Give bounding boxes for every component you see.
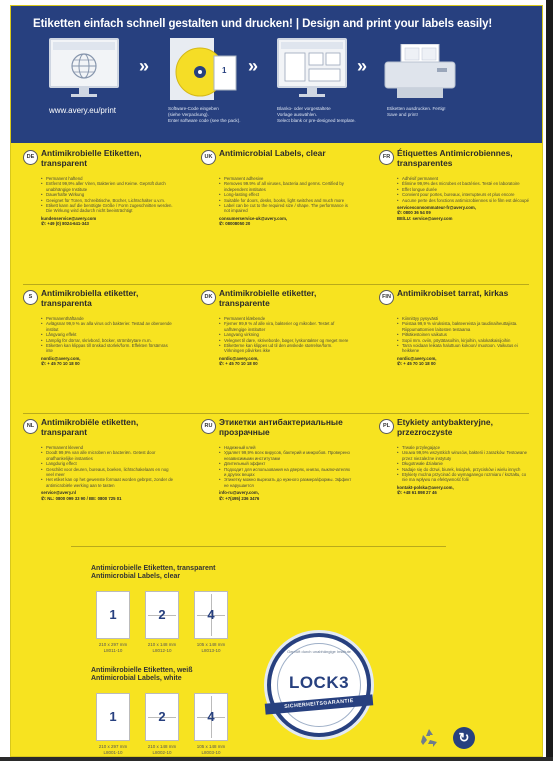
feature-item: • Usuwa 99,9% wszystkich wirusów, bakterii i zarazków. Testowane przez niezależne instytuty xyxy=(397,450,531,461)
feature-item: • Etiketten kan klippas till önskad storlek/form. Effekten försämras inte xyxy=(41,343,175,354)
sheet-caption: 210 x 148 mm L8012-10 xyxy=(147,642,177,653)
contact-line: nordic@avery.com, xyxy=(41,355,81,361)
feature-item: • Effet longue durée xyxy=(397,187,531,192)
feature-item: • Etikett kann auf die benötigte Größe / Form zugeschnitten werden. Die Wirkung wird dadurch nicht beeinträchtigt xyxy=(41,203,175,214)
lock3-guarantee-seal xyxy=(267,633,371,737)
sheet-count: 4 xyxy=(207,607,215,622)
screen-edge-right xyxy=(546,0,553,761)
feature-item: • Fjerner 99,9 % af alle vira, bakterier og mikrober. Testet af uafhængige institutter xyxy=(219,321,353,332)
step-caption-code: Software-Code eingeben (siehe Verpackung). Enter software code (see the pack). xyxy=(168,106,241,123)
contact-line: ✆: + 45 70 10 18 00 xyxy=(41,361,80,367)
step-arrow-icon: » xyxy=(248,56,259,76)
contact-line: ✆: 08008050 20 xyxy=(219,221,251,227)
country-badge: FR xyxy=(379,150,394,165)
product-title-white: Antimikrobielle Etiketten, weiß Antimicrobial Labels, white xyxy=(91,667,193,682)
label-sheet-2up xyxy=(145,591,179,639)
feature-item: • Lämplig för dörrar, skrivbord, böcker, strömbrytare m.m. xyxy=(41,338,175,343)
feature-item: • Suitable for doors, desks, books, light switches and much more xyxy=(219,198,353,203)
contact-line: ✆: +48 61 898 27 46 xyxy=(397,490,437,496)
feature-item: • Doodt 99,9% van alle microben en bacteriën. Getest door onafhankelijke instanties xyxy=(41,450,175,461)
sheet-count: 2 xyxy=(158,607,166,622)
feature-item: • Permanent haftend xyxy=(41,176,175,181)
screen-edge-bottom xyxy=(0,757,553,761)
sheet-count: 1 xyxy=(109,709,117,724)
seal-band-text: SICHERHEITSGARANTIE xyxy=(265,694,374,714)
language-block-uk xyxy=(201,149,353,227)
step-software-code xyxy=(168,38,248,102)
contact-line: ✆: +49 (0) 8024-641-343 xyxy=(41,221,89,227)
language-block-s xyxy=(23,289,175,367)
feature-item: • Entfernt 99,9% aller Viren, Bakterien und Keime. Geprüft durch unabhängige Institute xyxy=(41,181,175,192)
feature-item: • Geschikt voor deuren, bureaus, boeken, lichtschakelaars en nog veel meer xyxy=(41,467,175,478)
contact-line: ✆: +7(495) 236 3476 xyxy=(219,495,260,501)
divider xyxy=(23,284,529,285)
cd-number: 1 xyxy=(222,66,227,75)
contact-info xyxy=(379,356,531,367)
contact-line: kundenservice@avery.com xyxy=(41,215,97,221)
contact-line: kontakt-polska@avery.com, xyxy=(397,484,454,490)
country-badge: UK xyxy=(201,150,216,165)
country-badge: RU xyxy=(201,419,216,434)
feature-item: • Élimine 99,9% des microbes et bactéries. Testé en laboratoire xyxy=(397,181,531,186)
contact-info xyxy=(379,485,531,496)
language-block-pl xyxy=(379,418,531,496)
feature-item: • Etiketterne kan klippes ud til den ønskede størrelse/form. Virkningen påvirkes ikke xyxy=(219,343,353,354)
turn-page-icon: ↻ xyxy=(453,727,475,749)
block-header xyxy=(379,418,531,442)
feature-item: • Pitkäkestoinen vaikutus xyxy=(397,332,531,337)
step-computer xyxy=(49,38,119,100)
language-block-dk xyxy=(201,289,353,367)
contact-line: service@avery.nl xyxy=(41,490,76,496)
contact-line: ✆: 0800 36 54 09 xyxy=(397,210,431,216)
language-block-de xyxy=(23,149,175,227)
feature-item: • Langvarig virkning xyxy=(219,332,353,337)
feature-item: • Надежный клей xyxy=(219,445,353,450)
block-header xyxy=(201,418,353,442)
country-badge: DK xyxy=(201,290,216,305)
feature-item: • Dauerhafte Wirkung xyxy=(41,192,175,197)
feature-item: • Permanent klæbende xyxy=(219,316,353,321)
feature-item: • Permanenthäftande xyxy=(41,316,175,321)
contact-line: ✆: + 45 70 10 18 00 xyxy=(219,361,258,367)
label-sheet-2up xyxy=(145,693,179,741)
feature-item: • Permanent klevend xyxy=(41,445,175,450)
contact-line: ✆: + 45 70 10 18 00 xyxy=(397,361,436,367)
header-band xyxy=(11,6,543,143)
computer-website-icon xyxy=(49,38,119,88)
step-caption-print: Etiketten ausdrucken. Fertig! Save and print! xyxy=(387,106,446,117)
feature-item: • Velegnet til døre, skriveborde, bøger, lyskontakter og meget mere xyxy=(219,338,353,343)
sheet-count: 4 xyxy=(207,709,215,724)
feature-item: • Этикетку можно вырезать до нужного размера/формы. Эффект не нарушается xyxy=(219,477,353,488)
contact-line: nordic@avery.com, xyxy=(397,355,437,361)
contact-line: ✆: NL: 0800 099 33 90 / BE: 0800 725 01 xyxy=(41,495,122,501)
block-title: Antimikrobielle Etiketten, transparent xyxy=(41,148,142,168)
printer-icon xyxy=(383,44,457,100)
feature-item: • Avlägsnar 99,9 % av alla virus och bakterier. Testad av oberoende institut xyxy=(41,321,175,332)
feature-item: • Permanent adhesive xyxy=(219,176,353,181)
software-code-cd-icon xyxy=(168,38,248,100)
block-title: Этикетки антибактериальные прозрачные xyxy=(219,417,343,437)
feature-list xyxy=(379,316,531,354)
label-package-back xyxy=(10,5,543,757)
step-caption-template: Blanko- oder vorgestaltete Vorlage auswählen. Select blank or pre-designed template. xyxy=(277,106,356,123)
divider xyxy=(71,546,446,547)
feature-item: • Long-lasting effect xyxy=(219,192,353,197)
feature-item: • Etykiety można przycinać do wymaganego rozmiaru / kształtu, co nie ma wpływu na efektywność folii xyxy=(397,472,531,483)
block-title: Antimikrobiële etiketten, transparant xyxy=(41,417,139,437)
language-block-fin xyxy=(379,289,531,367)
contact-info xyxy=(201,490,353,501)
contact-line: BE/LU: service@avery.com xyxy=(397,215,453,221)
block-title: Antimikrobiset tarrat, kirkas xyxy=(397,288,509,298)
country-badge: PL xyxy=(379,419,394,434)
language-block-ru xyxy=(201,418,353,501)
sheet-count: 1 xyxy=(109,607,117,622)
feature-list xyxy=(379,176,531,203)
seal-brand: LOCK3 xyxy=(288,673,350,692)
feature-list xyxy=(201,316,353,354)
step-arrow-icon: » xyxy=(357,56,368,76)
feature-item: • Trwale przylegające xyxy=(397,445,531,450)
sheet-caption: 105 x 148 mm L8003-10 xyxy=(196,744,226,755)
template-screen-icon xyxy=(277,38,347,88)
feature-item: • Kiinnittyy pysyvästi xyxy=(397,316,531,321)
feature-item: • Convient pour portes, bureaux, interrupteurs et plus encore xyxy=(397,192,531,197)
sheet-caption: 210 x 297 mm L8001-10 xyxy=(98,744,128,755)
feature-item: • Removes 99.9% of all viruses, bacteria and germs. Certified by independent institutes xyxy=(219,181,353,192)
contact-line: nordic@avery.com, xyxy=(219,355,259,361)
feature-item: • Adhésif permanent xyxy=(397,176,531,181)
step-arrow-icon: » xyxy=(139,56,150,76)
block-header xyxy=(201,149,353,173)
feature-item: • Удаляет 99,9% всех вирусов, бактерий и микробов. Проверено независимыми институтами xyxy=(219,450,353,461)
feature-list xyxy=(23,445,175,488)
contact-info xyxy=(23,490,175,501)
feature-list xyxy=(379,445,531,483)
block-header xyxy=(379,149,531,173)
seal-top-text: Geprüft durch unabhängige Institute xyxy=(287,649,351,654)
label-sheet-4up xyxy=(194,693,228,741)
block-title: Antimicrobial Labels, clear xyxy=(219,148,326,158)
recycle-icon xyxy=(418,727,440,749)
feature-item: • Длительный эффект xyxy=(219,461,353,466)
contact-info xyxy=(379,205,531,221)
contact-info xyxy=(201,356,353,367)
step-template xyxy=(277,38,347,100)
feature-list xyxy=(23,176,175,214)
feature-item: • Подходит для использования на дверях, книгах, выключателях и других вещах xyxy=(219,467,353,478)
feature-item: • Sopii mm. oviin, pöytätasoihin, kirjoihin, valokatkaisijoihin xyxy=(397,338,531,343)
feature-item: • Het etiket kan op het gewenste formaat worden gebrpst, zonder de antimicrobiële werking aan te tasten xyxy=(41,477,175,488)
feature-item: • Poistaa 99,9 % viruksista, bakteereista ja taudinaiheuttajista. Riippumattomien laitosten testaama xyxy=(397,321,531,332)
feature-item: • Label can be cut to the required size / shape. The performance is not impaired xyxy=(219,203,353,214)
label-sheet-1up xyxy=(96,693,130,741)
feature-list xyxy=(201,176,353,214)
feature-item: • Tarra voidaan leikata haluttuun kokoon/ muotoon. Vaikutus ei heikkene xyxy=(397,343,531,354)
block-header xyxy=(23,149,175,173)
language-block-fr xyxy=(379,149,531,221)
country-badge: DE xyxy=(23,150,38,165)
feature-list xyxy=(23,316,175,354)
feature-item: • Geeignet für Türen, Schreibtische, Bücher, Lichtschalter u.v.m. xyxy=(41,198,175,203)
feature-item: • Długotrwałe działanie xyxy=(397,461,531,466)
header-title: Etiketten einfach schnell gestalten und drucken! | Design and print your labels easily! xyxy=(33,18,493,30)
label-sheet-1up xyxy=(96,591,130,639)
block-title: Étiquettes Antimicrobiennes, transparentes xyxy=(397,148,513,168)
contact-line: consumerservice-uk@avery.com, xyxy=(219,215,288,221)
contact-line: servicesconsommateur-fr@avery.com, xyxy=(397,205,476,211)
block-header xyxy=(379,289,531,313)
sheet-count: 2 xyxy=(158,709,166,724)
contact-info xyxy=(23,356,175,367)
country-badge: NL xyxy=(23,419,38,434)
country-badge: FIN xyxy=(379,290,394,305)
feature-list xyxy=(201,445,353,488)
country-badge: S xyxy=(23,290,38,305)
contact-info xyxy=(23,216,175,227)
label-sheet-4up xyxy=(194,591,228,639)
sheet-caption: 210 x 148 mm L8002-10 xyxy=(147,744,177,755)
block-title: Etykiety antybakteryjne, przezroczyste xyxy=(397,417,493,437)
sheet-caption: 210 x 297 mm L8011-10 xyxy=(98,642,128,653)
divider xyxy=(23,413,529,414)
block-header xyxy=(23,418,175,442)
feature-item: • Långvarig effekt xyxy=(41,332,175,337)
product-title-clear: Antimicrobielle Etiketten, transparent Antimicrobial Labels, clear xyxy=(91,565,216,580)
language-block-nl xyxy=(23,418,175,501)
block-title: Antimikrobielle etiketter, transparente xyxy=(219,288,317,308)
step-print xyxy=(383,44,457,100)
feature-item: • Aucune perte des fonctions antimicrobiennes si le film est découpé xyxy=(397,198,531,203)
feature-item: • Langdurig effect xyxy=(41,461,175,466)
block-header xyxy=(201,289,353,313)
block-header xyxy=(23,289,175,313)
feature-item: • Nadaje się do drzwi, biurek, książek, przycisków i wielu innych xyxy=(397,467,531,472)
block-title: Antimikrobiella etiketter, transparenta xyxy=(41,288,139,308)
sheet-caption: 105 x 148 mm L8013-10 xyxy=(196,642,226,653)
contact-line: info-ru@avery.com, xyxy=(219,490,259,496)
contact-info xyxy=(201,216,353,227)
website-url: www.avery.eu/print xyxy=(49,106,116,115)
